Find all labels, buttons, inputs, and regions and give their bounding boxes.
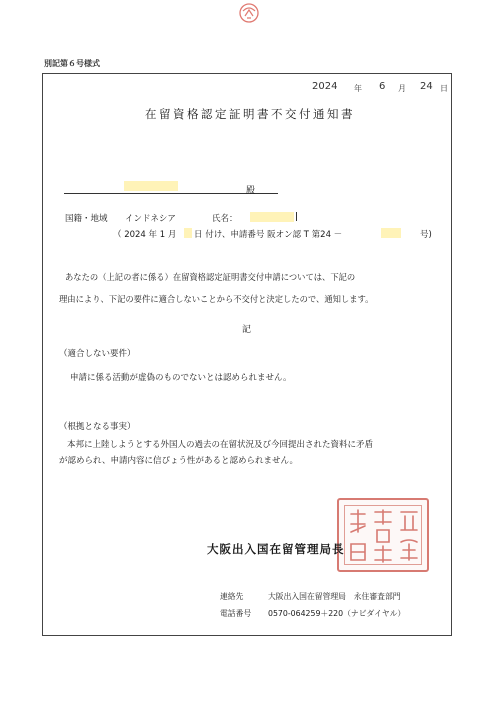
addressee-redaction (124, 181, 178, 191)
body-line-2: 理由により、下記の要件に適合しないことから不交付と決定したので、通知します。 (59, 294, 374, 304)
name-end-mark (296, 212, 297, 221)
contact-label: 連絡先 (220, 592, 244, 601)
document-title: 在留資格認定証明書不交付通知書 (145, 107, 355, 121)
emblem-icon (238, 2, 260, 24)
body-line-1: あなたの（上記の者に係る）在留資格認定証明書交付申請については、下記の (65, 272, 356, 282)
date-day-unit: 日 (440, 84, 448, 93)
contact-value: 大阪出入国在留管理局 永住審査部門 (268, 592, 401, 601)
date-year-unit: 年 (354, 84, 362, 93)
phone-value: 0570-064259＋220（ナビダイヤル） (268, 609, 406, 618)
addressee-honorific: 殿 (246, 186, 256, 196)
requirements-text: 申請に係る活動が虚偽のものでないとは認められません。 (70, 373, 292, 383)
facts-heading: （根拠となる事実） (59, 422, 136, 432)
nationality-label: 国籍・地域 (65, 214, 108, 224)
date-day: 24 (420, 81, 433, 92)
name-redaction (250, 212, 294, 222)
date-month-unit: 月 (398, 84, 406, 93)
date-month: 6 (379, 81, 386, 92)
form-number-label: 別記第６号様式 (44, 59, 100, 68)
ki-marker: 記 (242, 325, 252, 335)
application-number-text: 日 付け、申請番号 阪オン認 T 第24 － (194, 230, 343, 240)
date-year: 2024 (312, 81, 338, 92)
issuer-name: 大阪出入国在留管理局長 (207, 542, 345, 556)
nationality-value: インドネシア (125, 214, 176, 224)
name-label: 氏名： (212, 214, 238, 224)
application-date-prefix: （ 2024 年 1 月 (113, 230, 177, 240)
application-day-redaction (184, 228, 192, 238)
facts-line-1: 本邦に上陸しようとする外国人の過去の在留状況及び今回提出された資料に矛盾 (67, 440, 374, 450)
facts-line-2: が認められ、申請内容に信ぴょう性があると認められません。 (59, 456, 299, 466)
application-number-redaction (381, 228, 401, 238)
phone-label: 電話番号 (220, 609, 252, 618)
official-seal-icon (337, 498, 429, 572)
requirements-heading: （適合しない要件） (59, 349, 136, 359)
application-suffix: 号) (420, 230, 432, 240)
